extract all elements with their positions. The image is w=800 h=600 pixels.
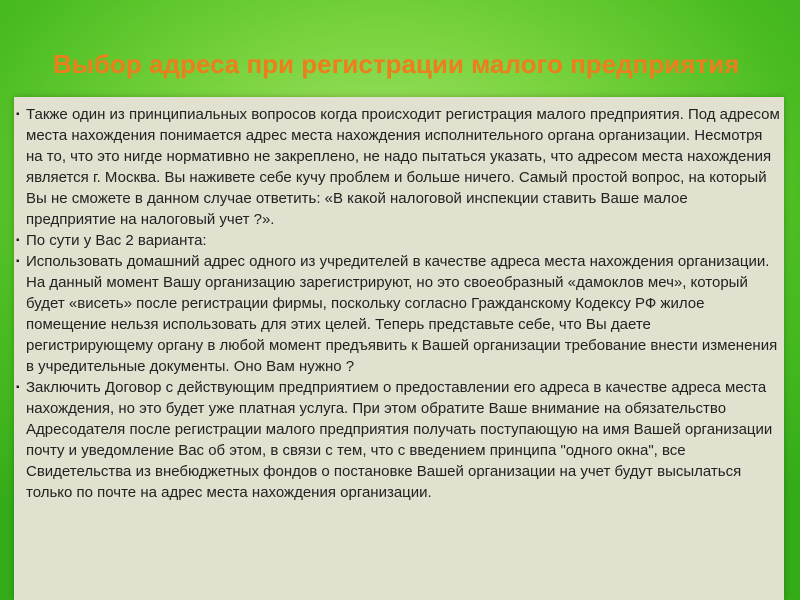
square-bullet-icon: ▪ — [16, 235, 20, 246]
list-item-text: Использовать домашний адрес одного из учредителей в качестве адреса места нахождения организации. На данный момент Вашу организацию зарегистрируют, но это своеобразный «дамоклов меч», который будет «висеть» после регистрации фирмы, поскольку согласно Гражданскому Кодексу РФ жилое помещение нельзя использовать для этих целей. Теперь представьте себе, что Вы даете регистрирующему органу в любой момент предъявить к Вашей организации требование внести изменения в учредительные документы. Оно Вам нужно ? — [26, 253, 778, 375]
list-item — [14, 377, 780, 503]
square-bullet-icon: ▪ — [16, 382, 20, 393]
bullet-list — [14, 104, 780, 503]
list-item-text: Заключить Договор с действующим предприятием о предоставлении его адреса в качестве адреса места нахождения, но это будет уже платная услуга. При этом обратите Ваше внимание на обязательство Адресодателя после регистрации малого предприятия получать поступающую на имя Вашей организации почту и уведомление Вас об этом, в связи с тем, что с введением принципа "одного окна", все Свидетельства из внебюджетных фондов о постановке Вашей организации на учет будут высылаться только по почте на адрес места нахождения организации. — [26, 379, 773, 501]
list-item — [14, 230, 780, 251]
list-item — [14, 104, 780, 230]
list-item-text: Также один из принципиальных вопросов когда происходит регистрация малого предприятия. Под адресом места нахождения понимается адрес места нахождения исполнительного органа организации. Несмотря на то, что это нигде нормативно не закреплено, не надо пытаться указать, что адресом места нахождения является г. Москва. Вы наживете себе кучу проблем и больше ничего. Самый простой вопрос, на который Вы не сможете в данном случае ответить: «В какой налоговой инспекции ставить Ваше малое предприятие на налоговый учет ?». — [26, 106, 780, 228]
list-item-text: По сути у Вас 2 варианта: — [26, 232, 207, 249]
list-item — [14, 251, 780, 377]
slide-title: Выбор адреса при регистрации малого предприятия — [53, 49, 740, 79]
square-bullet-icon: ▪ — [16, 109, 20, 120]
square-bullet-icon: ▪ — [16, 256, 20, 267]
